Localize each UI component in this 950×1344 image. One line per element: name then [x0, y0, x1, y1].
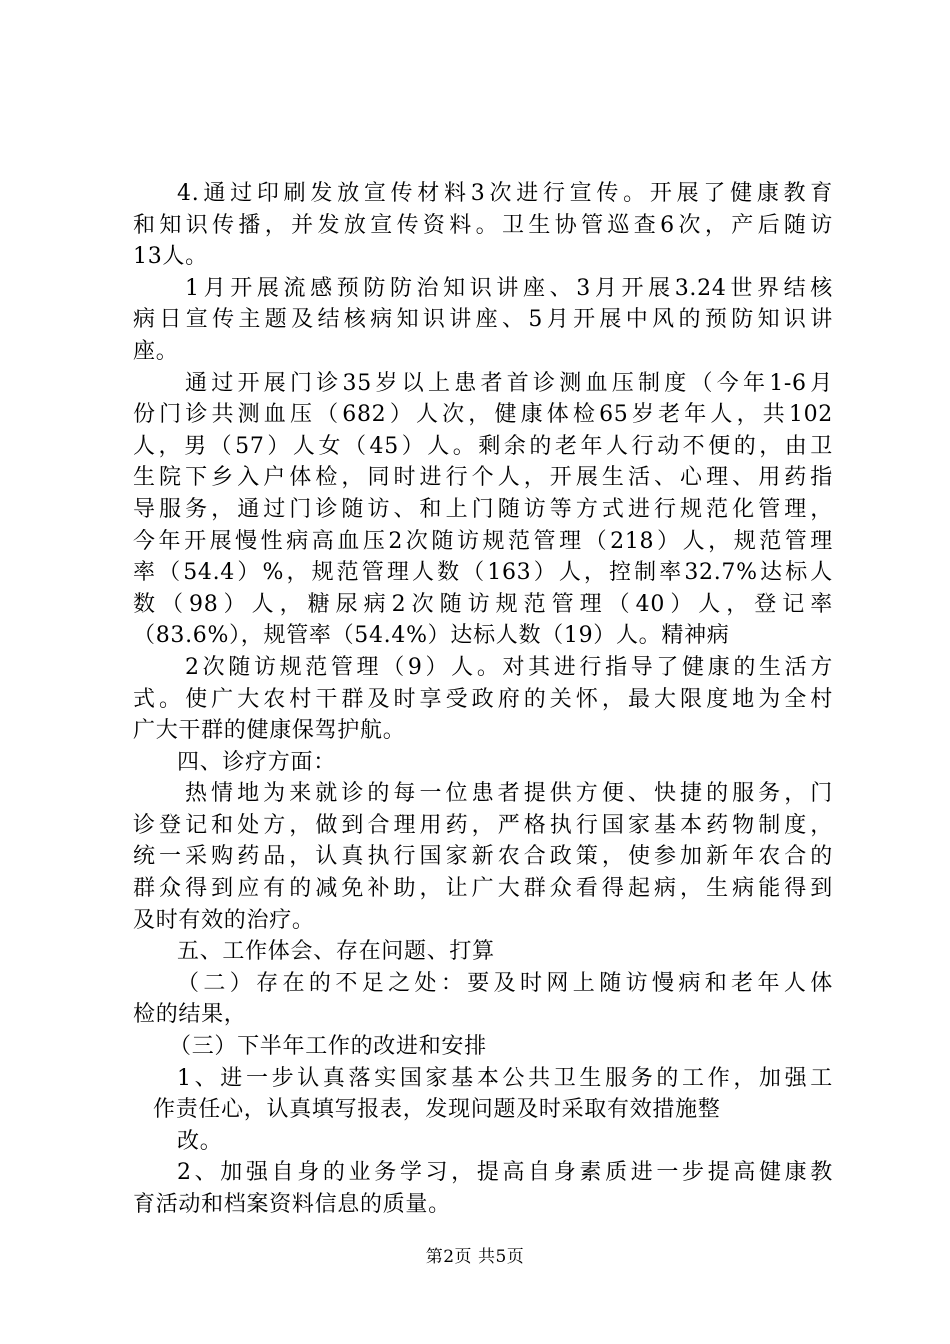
- text-line: 1、进一步认真落实国家基本公共卫生服务的工作，加强工: [177, 1065, 833, 1091]
- text-line: 群众得到应有的减免补助，让广大群众看得起病，生病能得到: [133, 876, 833, 902]
- text-line: 通过开展门诊35岁以上患者首诊测血压制度（今年1-6月: [185, 370, 833, 396]
- text-line: 式。使广大农村干群及时享受政府的关怀，最大限度地为全村: [133, 686, 833, 712]
- text-line: 13人。: [133, 244, 208, 270]
- text-line: 今年开展慢性病高血压2次随访规范管理（218）人，规范管理: [133, 528, 833, 554]
- document-body: [133, 178, 833, 1221]
- text-line: （83.6%），规管率（54.4%）达标人数（19）人。精神病: [133, 623, 730, 649]
- page-footer: 第2页 共5页: [425, 1247, 525, 1267]
- text-line: 4.通过印刷发放宣传材料3次进行宣传。开展了健康教育: [177, 181, 833, 206]
- text-line: 及时有效的治疗。: [133, 907, 315, 933]
- text-line: 导服务，通过门诊随访、和上门随访等方式进行规范化管理，: [133, 496, 833, 522]
- text-line: 座。: [133, 338, 179, 364]
- text-line: 作责任心，认真填写报表，发现问题及时采取有效措施整: [153, 1097, 721, 1123]
- text-line: 1月开展流感预防防治知识讲座、3月开展3.24世界结核: [185, 275, 833, 301]
- text-line: 四、诊疗方面：: [177, 749, 336, 775]
- text-line: 人，男（57）人女（45）人。剩余的老年人行动不便的，由卫: [133, 433, 833, 459]
- text-line: 诊登记和处方，做到合理用药，严格执行国家基本药物制度，: [133, 812, 833, 838]
- text-line: 病日宣传主题及结核病知识讲座、5月开展中风的预防知识讲: [133, 307, 833, 333]
- text-line: 数（98）人，糖尿病2次随访规范管理（40）人，登记率: [133, 591, 833, 617]
- text-line: 2、加强自身的业务学习，提高自身素质进一步提高健康教: [177, 1160, 833, 1186]
- text-line: 率（54.4）%，规范管理人数（163）人，控制率32.7%达标人: [133, 560, 833, 586]
- text-line: 生院下乡入户体检，同时进行个人，开展生活、心理、用药指: [133, 465, 833, 491]
- text-line: 育活动和档案资料信息的质量。: [133, 1192, 451, 1217]
- text-line: 检的结果，: [133, 1002, 247, 1028]
- text-line: （二）存在的不足之处：要及时网上随访慢病和老年人体: [177, 970, 833, 996]
- text-line: 五、工作体会、存在问题、打算: [177, 939, 495, 965]
- text-line: 2次随访规范管理（9）人。对其进行指导了健康的生活方: [185, 654, 833, 680]
- text-line: 广大干群的健康保驾护航。: [133, 718, 406, 744]
- text-line: （三）下半年工作的改进和安排: [169, 1034, 487, 1060]
- text-line: 热情地为来就诊的每一位患者提供方便、快捷的服务，门: [185, 781, 833, 807]
- text-line: 和知识传播，并发放宣传资料。卫生协管巡查6次，产后随访: [133, 212, 833, 238]
- text-line: 份门诊共测血压（682）人次，健康体检65岁老年人，共102: [133, 402, 833, 428]
- text-line: 统一采购药品，认真执行国家新农合政策，使参加新年农合的: [133, 844, 833, 870]
- text-line: 改。: [177, 1128, 223, 1154]
